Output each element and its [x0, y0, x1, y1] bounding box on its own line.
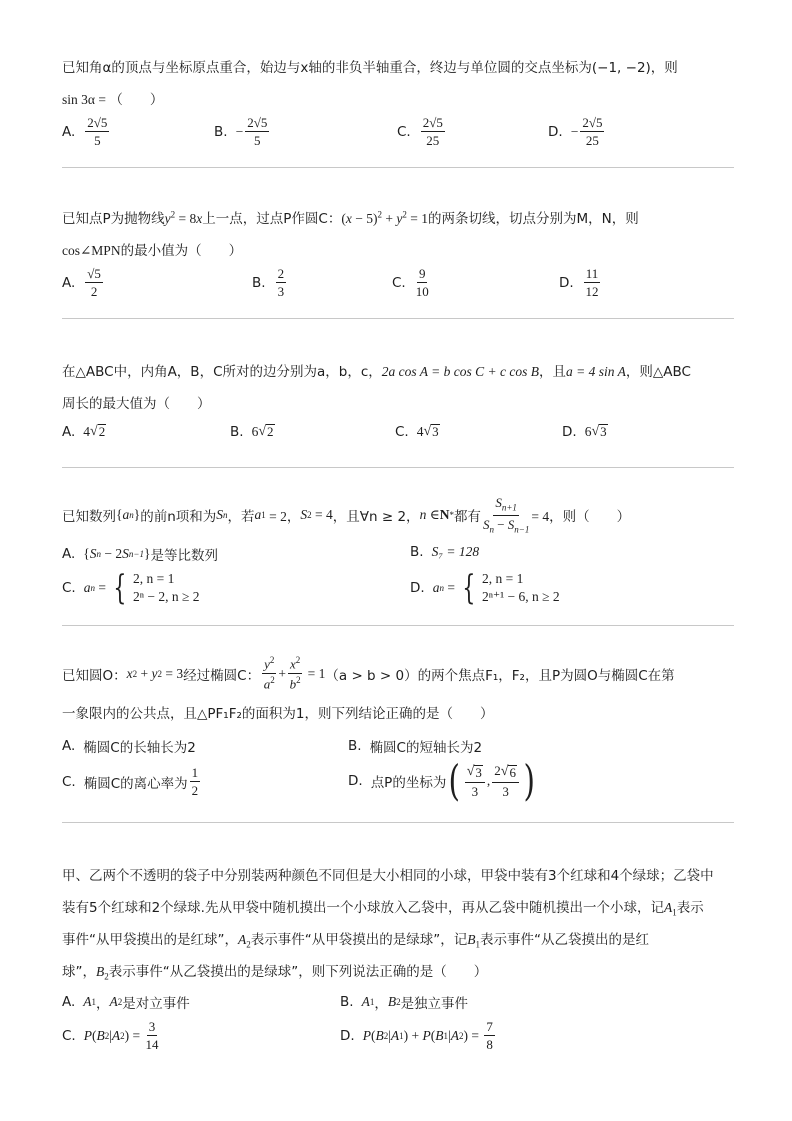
q5-option-b[interactable]: B. 椭圆C的短轴长为2 [348, 738, 483, 756]
q3-option-a[interactable]: A. 4 √ 2 [62, 424, 106, 440]
q1-option-a[interactable]: A. $\frac{2√5}{5}$ [62, 115, 108, 148]
q6-option-b[interactable]: B. A 1 ， B 2 是独立事件 [340, 994, 469, 1012]
q5-option-d[interactable]: D. 点P的坐标为 ( √ 3 3 , 2 √ 6 3 ) [348, 756, 535, 805]
q3-stem-line2: 周长的最大值为（ ） [62, 396, 211, 412]
question-6 [62, 864, 734, 1064]
q3-stem-line1: 在△ABC中，内角A，B，C所对的边分别为a，b，c，2a cos A = b cos C + c cos B，且a = 4 sin A，则△ABC [62, 364, 691, 380]
q4-option-c[interactable]: C. a n = { 2, n = 1 2ⁿ − 2, n ≥ 2 [62, 568, 200, 609]
q2-option-a[interactable]: A. $\frac{√5}{2}$ [62, 266, 101, 299]
q4-option-a[interactable]: A. { S n − 2 S n−1 } 是等比数列 [62, 546, 218, 564]
q1-option-c[interactable]: C. $\frac{2√5}{25}$ [397, 115, 443, 148]
q6-option-a[interactable]: A. A 1 ， A 2 是对立事件 [62, 994, 190, 1012]
q6-stem-line1: 甲、乙两个不透明的袋子中分别装两种颜色不同但是大小相同的小球，甲袋中装有3个红球和4个绿球；乙袋中 [62, 868, 714, 884]
q4-stem: 已知数列 { a n } 的前n项和为 S n ，若 a 1 = 2， S 2 = 4 ，且∀n ≥ 2， n ∈ N * 都有 $\frac{S_{n+1}}{S_n - S_{n-1}}$ = 4，则（ ） [62, 495, 631, 535]
q2-stem-line1: 已知点P为抛物线$y^2 = 8x$上一点，过点P作圆C：$(x - 5)^2 + y^2 = 1$的两条切线，切点分别为M，N，则 [62, 209, 639, 227]
q3-option-c[interactable]: C. 4 √ 3 [395, 424, 439, 440]
q5-stem-line2: 一象限内的公共点，且△PF₁F₂的面积为1，则下列结论正确的是（ ） [62, 706, 494, 722]
divider [62, 318, 734, 319]
q6-option-c[interactable]: C. P ( B 2 | A 2 ) = $\frac{3}{14}$ [62, 1019, 159, 1052]
q4-option-d[interactable]: D. a n = { 2, n = 1 2ⁿ⁺¹ − 6, n ≥ 2 [410, 568, 560, 609]
q6-option-d[interactable]: D. P ( B 2 | A 1 ) + P ( B 1 | A 2 ) = $\frac{7}{8}$ [340, 1019, 493, 1052]
divider [62, 467, 734, 468]
q6-stem-line2: 装有5个红球和2个绿球.先从甲袋中随机摸出一个小球放入乙袋中，再从乙袋中随机摸出一个小球，记$A_1$表示 [62, 900, 704, 918]
q2-stem-line2: cos∠MPN的最小值为（ ） [62, 243, 243, 258]
q5-stem-line1: 已知圆O： x 2 + y 2 = 3 经过椭圆C： $\frac{y^2}{a^2}$ + $\frac{x^2}{b^2}$ = 1 （a > b > 0）的两个焦点F₁，F₂，且P为圆O与椭圆C在第 [62, 655, 675, 692]
question-1 [62, 56, 734, 156]
question-3 [62, 360, 734, 450]
q1-stem-line2: sin 3α = （ ） [62, 92, 164, 107]
q1-option-d[interactable]: D. − $\frac{2√5}{25}$ [548, 115, 603, 148]
q1-stem-line1: 已知角α的顶点与坐标原点重合，始边与x轴的非负半轴重合，终边与单位圆的交点坐标为(−1, −2)，则 [62, 60, 678, 76]
divider [62, 822, 734, 823]
q4-option-b[interactable]: B. S₇ = 128 [410, 544, 480, 560]
q1-option-b[interactable]: B. − $\frac{2√5}{5}$ [214, 115, 268, 148]
divider [62, 625, 734, 626]
q5-option-a[interactable]: A. 椭圆C的长轴长为2 [62, 738, 196, 756]
q3-option-d[interactable]: D. 6 √ 3 [562, 424, 607, 440]
q6-stem-line4: 球”，$B_2$表示事件“从乙袋摸出的是绿球”，则下列说法正确的是（ ） [62, 964, 488, 982]
question-5 [62, 656, 734, 808]
q2-option-d[interactable]: D. $\frac{11}{12}$ [559, 266, 599, 299]
q5-option-c[interactable]: C. 椭圆C的离心率为 $\frac{1}{2}$ [62, 765, 199, 798]
question-4 [62, 496, 734, 614]
q2-option-b[interactable]: B. $\frac{2}{3}$ [252, 266, 285, 299]
q3-option-b[interactable]: B. 6 √ 2 [230, 424, 274, 440]
question-2 [62, 207, 734, 307]
q2-option-c[interactable]: C. $\frac{9}{10}$ [392, 266, 429, 299]
q6-stem-line3: 事件“从甲袋摸出的是红球”，$A_2$表示事件“从甲袋摸出的是绿球”，记$B_1$表示事件“从乙袋摸出的是红 [62, 932, 649, 950]
divider [62, 167, 734, 168]
